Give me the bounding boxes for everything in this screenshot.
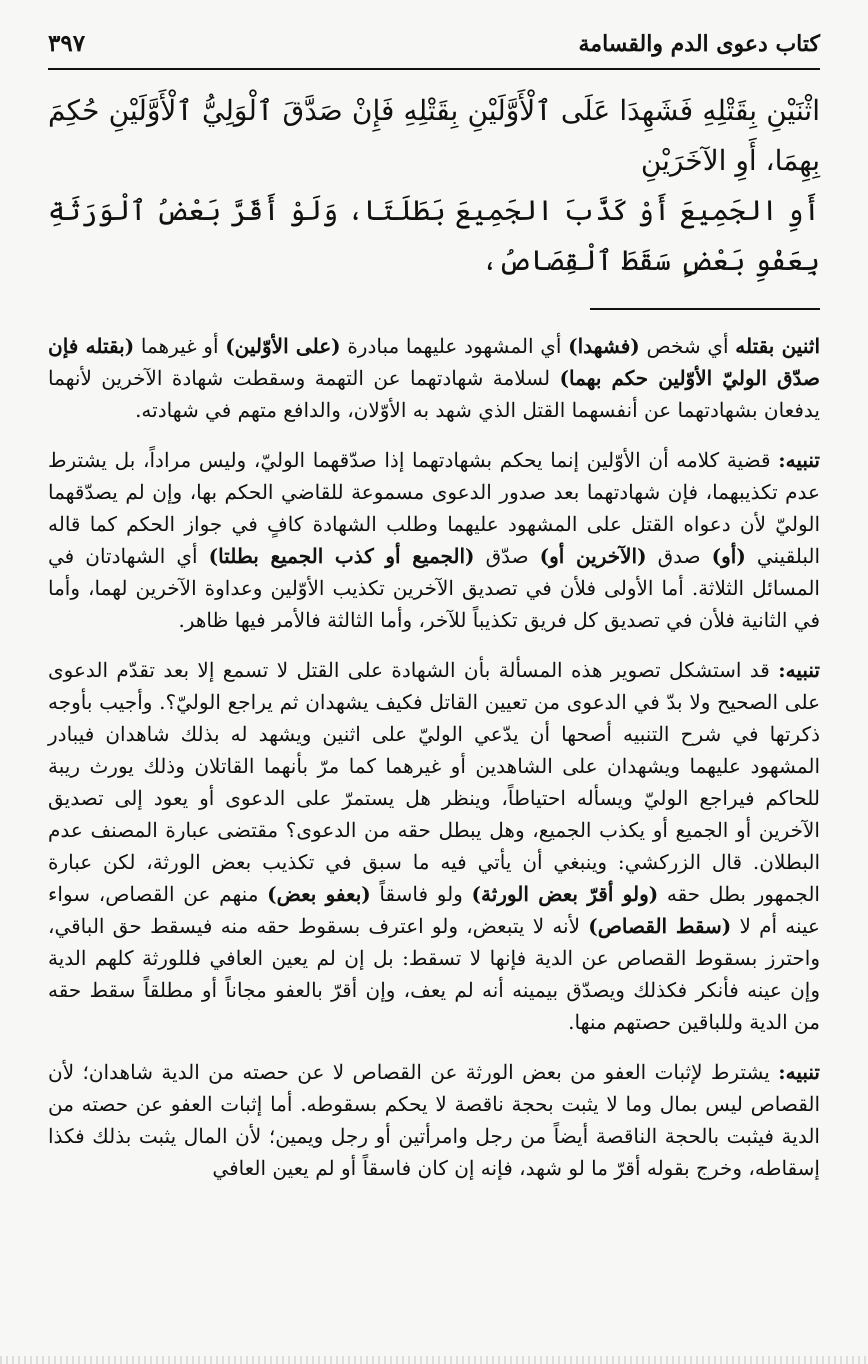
running-title: كتاب دعوى الدم والقسامة — [578, 31, 820, 57]
commentary-text: أي الشهادتان في المسائل الثلاثة. أما الأولى فلأن في تصديق الآخرين تكذيب الأوّلين وعداوة الآخرين لهما، وأما في الثانية فلأن في تصديق كل فريق تكذيباً للآخر، وأما الثالثة فالأمر فيها ظاهر. — [48, 544, 820, 632]
bold-quote: (ولو أقرّ بعض الورثة) — [471, 882, 659, 906]
commentary-paragraph — [48, 654, 820, 1038]
bold-quote: (فشهدا) — [568, 334, 640, 358]
commentary-text: صدّق — [474, 544, 540, 568]
note-label: تنبيه: — [778, 448, 820, 472]
commentary-paragraph — [48, 444, 820, 636]
bold-quote: (الآخرين أو) — [539, 544, 647, 568]
matn-text — [48, 86, 820, 286]
matn-line: اثْنَيْنِ بِقَتْلِهِ فَشَهِدَا عَلَى ٱلْأَوَّلَيْنِ بِقَتْلِهِ فَإِنْ صَدَّقَ ٱلْوَلِيُّ ٱلْأَوَّلَيْنِ حُكِمَ بِهِمَا، أَوِ الآخَرَيْنِ — [48, 94, 820, 177]
commentary-text: أو غيرهما — [134, 334, 226, 358]
bold-quote: (على الأوّلين) — [225, 334, 341, 358]
page-header — [48, 30, 820, 70]
note-label: تنبيه: — [778, 658, 820, 682]
commentary — [48, 330, 820, 1184]
commentary-text: لأنه لا يتبعض، ولو اعترف بسقوط حقه منه فيسقط حق الباقي، واحترز بسقوط القصاص عن الدية فإنها لا تسقط: بل إن لم يعين العافي فللورثة كلهم الدية وإن عينه فأنكر فكذلك ويصدّق بيمينه أنه لم يعف، وإن أقرّ بالعفو مجاناً أو مطلقاً سقط حقه من الدية وللباقين حصتهم منها. — [48, 914, 820, 1034]
bold-quote: (أو) — [711, 544, 746, 568]
bold-quote: (الجميع أو كذب الجميع بطلتا) — [208, 544, 475, 568]
bold-quote: (بقتله فإن صدّق الوليّ الأوّلين حكم بهما) — [48, 334, 820, 390]
commentary-text: أي شخص — [639, 334, 736, 358]
commentary-paragraph — [48, 1056, 820, 1184]
note-label: تنبيه: — [778, 1060, 820, 1084]
matn-line: أَوِ الجَمِيعَ أَوْ كَذَّبَ الجَمِيعَ بَطَلَتَا، وَلَوْ أَقَرَّ بَعْضُ ٱلْوَرَثَةِ بِعَفْوِ بَعْضٍ سَقَطَ ٱلْقِصَاصُ، — [48, 194, 820, 277]
commentary-text: يشترط لإثبات العفو من بعض الورثة عن القصاص لا عن حصته من الدية شاهدان؛ لأن القصاص ليس بمال وما لا يثبت بحجة ناقصة لا يحكم بسقوطه. أما إثبات العفو عن حصته من الدية فيثبت بالحجة الناقصة أيضاً من رجل وامرأتين أو رجل ويمين؛ لأن المال يثبت بذلك فكذا إسقاطه، وخرج بقوله أقرّ ما لو شهد، فإنه إن كان فاسقاً أو لم يعين العافي — [48, 1060, 820, 1180]
commentary-paragraph — [48, 330, 820, 426]
separator-rule — [590, 308, 820, 310]
page-number: ٣٩٧ — [48, 30, 86, 57]
scan-edge — [0, 1356, 868, 1364]
commentary-text: أي المشهود عليهما مبادرة — [340, 334, 569, 358]
bold-quote: (بعفو بعض) — [267, 882, 371, 906]
commentary-text: صدق — [646, 544, 712, 568]
bold-quote: اثنين بقتله — [735, 334, 820, 358]
commentary-text: قد استشكل تصوير هذه المسألة بأن الشهادة على القتل لا تسمع إلا بعد تقدّم الدعوى على الصحيح ولا بدّ في الدعوى من تعيين القاتل فكيف يشهدان ثم يراجع الوليّ؟. وأجيب بأوجه ذكرتها في شرح التنبيه أصحها أن يدّعي الوليّ على اثنين ويشهد له بذلك شاهدان فيبادر المشهود عليهما ويشهدان على الشاهدين أو غيرهما كما مرّ بأنهما القاتلان وذلك يورث ريبة للحاكم فيراجع الوليّ ويسأله احتياطاً، وينظر هل يستمرّ على الدعوى أو يعود إلى تصديق الآخرين أو الجميع أو يكذب الجميع، وهل يبطل حقه من الدعوى؟ مقتضى عبارة المصنف عدم البطلان. قال الزركشي: وينبغي أن يأتي فيه ما سبق في تكذيب بعض الورثة، لكن عبارة الجمهور بطل حقه — [48, 658, 820, 906]
bold-quote: (سقط القصاص) — [588, 914, 732, 938]
commentary-text: ولو فاسقاً — [370, 882, 472, 906]
commentary-text: منهم عن القصاص، سواء عينه أم لا — [48, 882, 820, 938]
commentary-text: قضية كلامه أن الأوّلين إنما يحكم بشهادتهما إذا صدّقهما الوليّ، وليس مراداً، بل يشترط عدم تكذيبهما، فإن شهادتهما بعد صدور الدعوى مسموعة للقاضي الحكم بها، وإن لم يصدّقهما الوليّ لأن دعواه القتل على المشهود عليهما وطلب الشهادة كافٍ في جواز الحكم كما قاله البلقيني — [48, 448, 821, 568]
commentary-text: لسلامة شهادتهما عن التهمة وسقطت شهادة الآخرين لأنهما يدفعان بشهادتهما عن أنفسهما القتل الذي شهد به الأوّلان، والدافع متهم في شهادته. — [48, 366, 820, 422]
